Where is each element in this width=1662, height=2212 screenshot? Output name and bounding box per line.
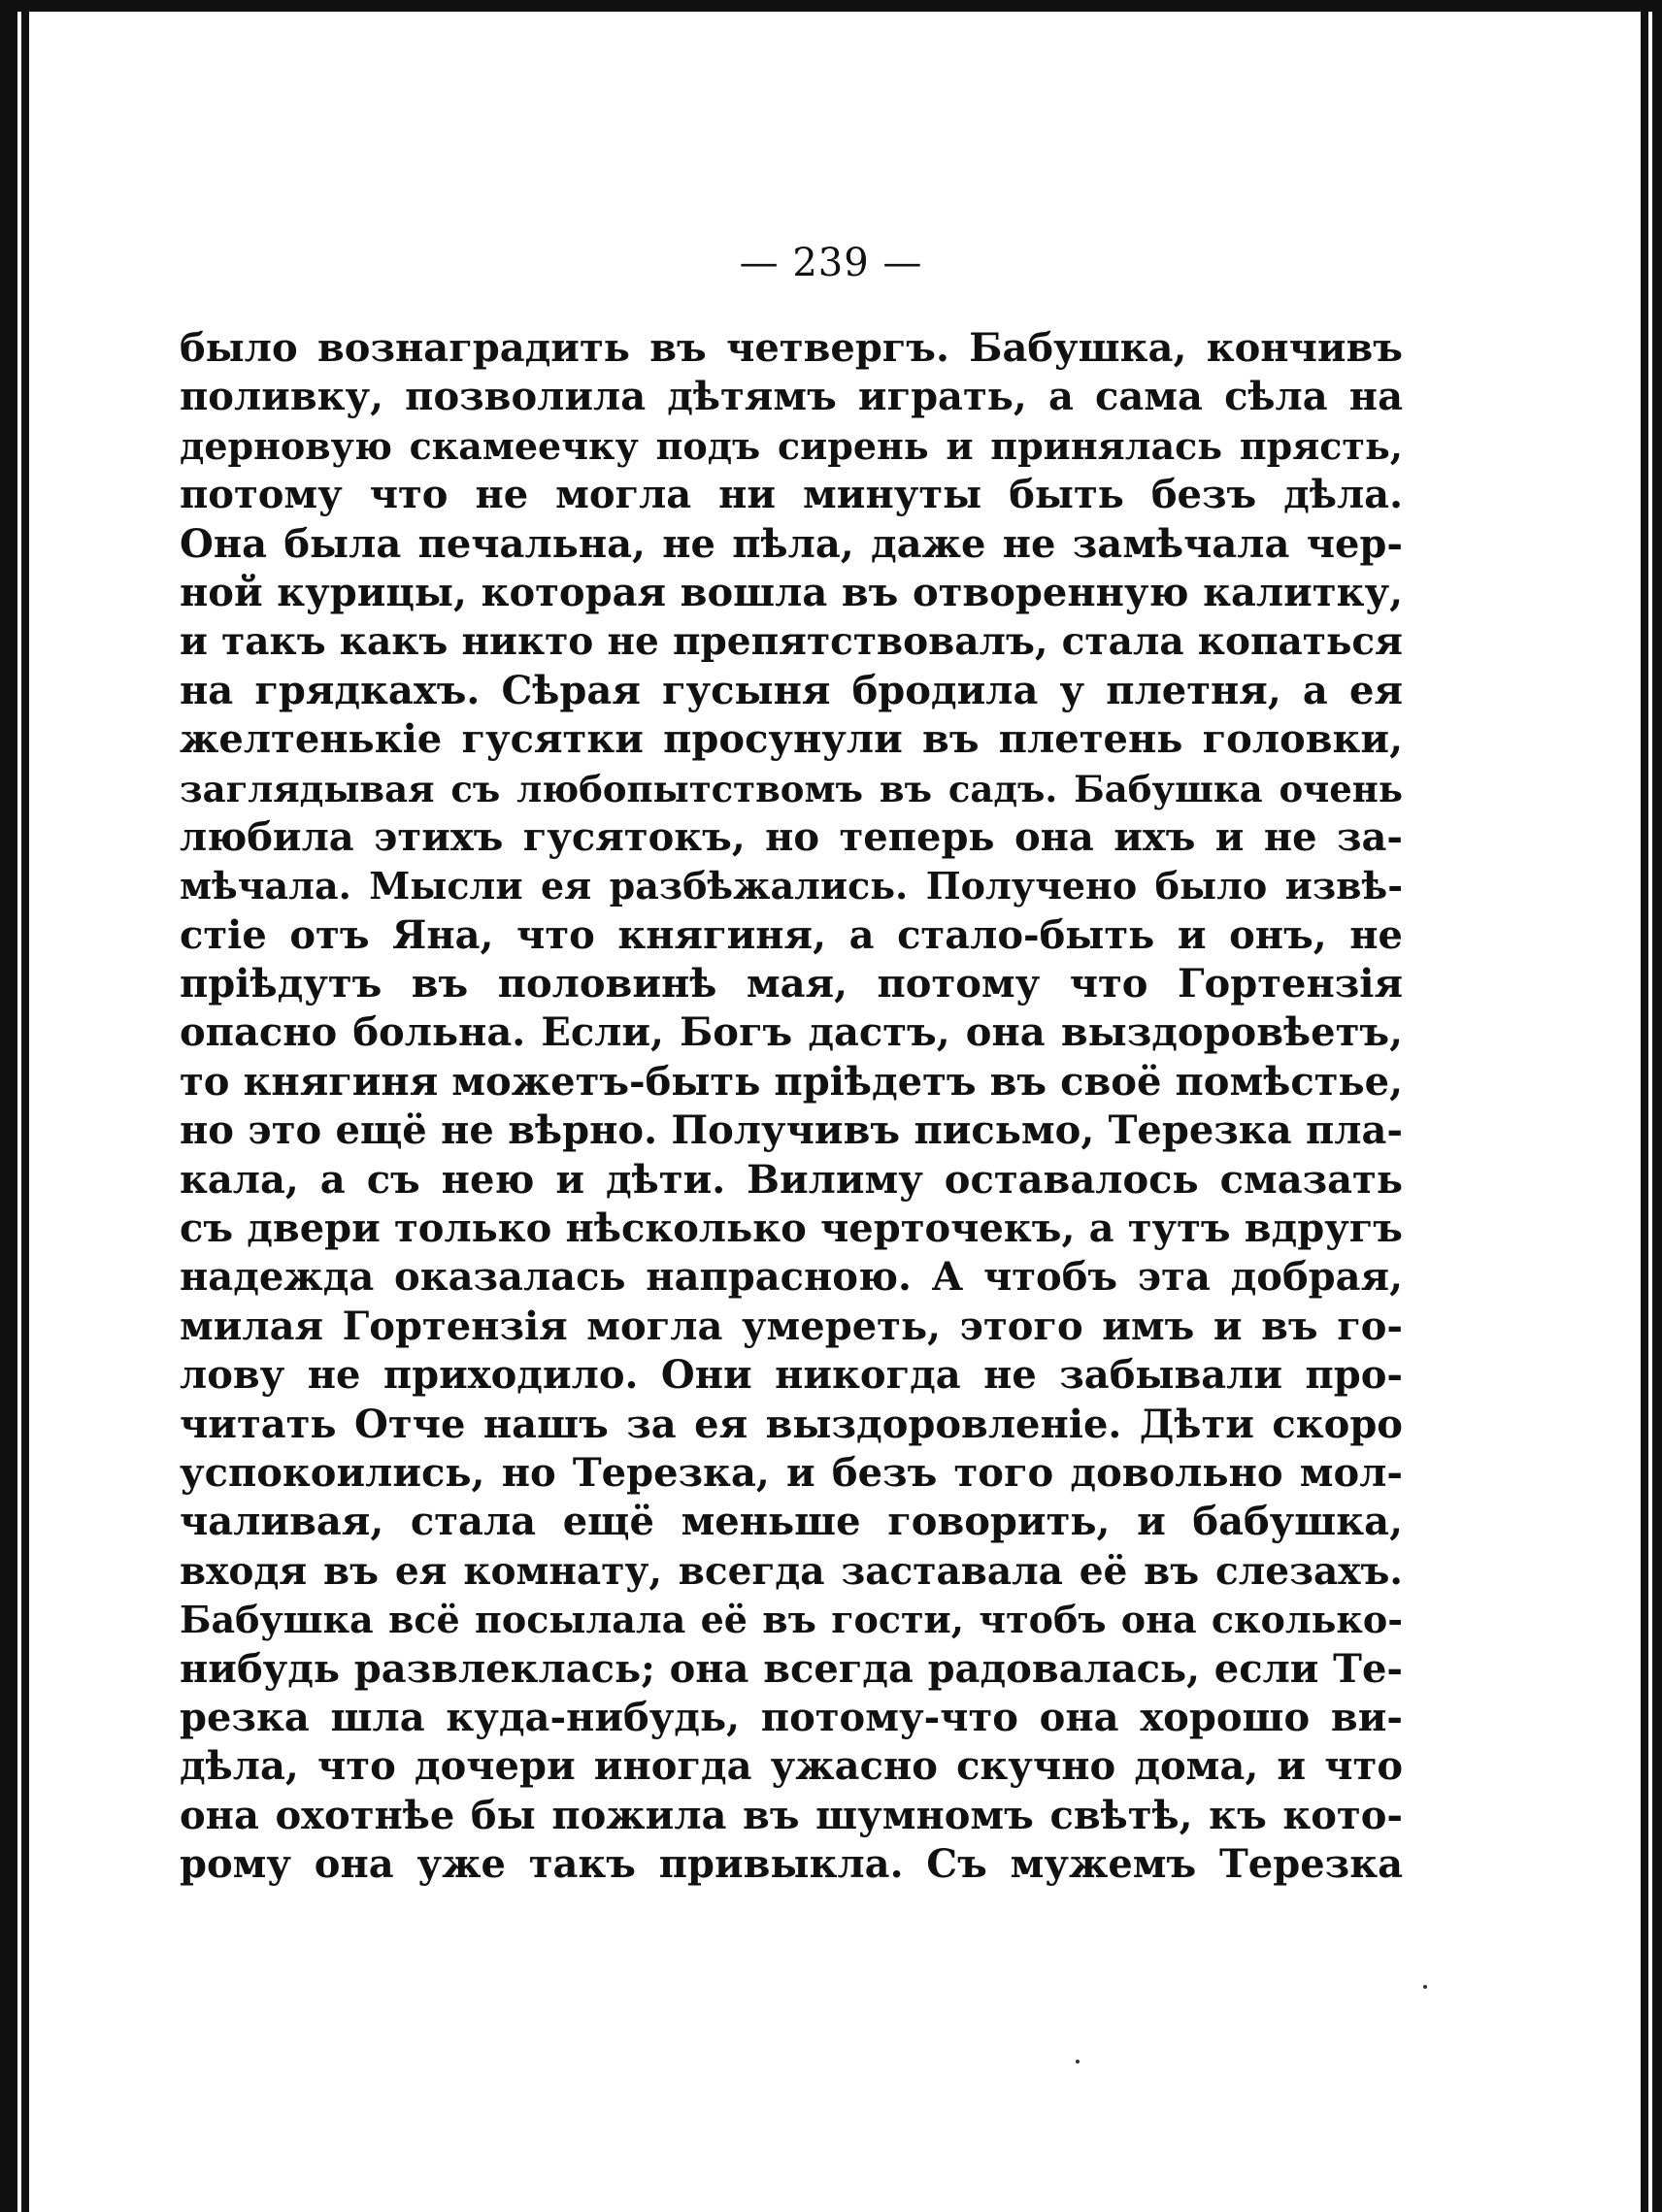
text-line: любила этихъ гусятокъ, но теперь она ихъ и не за- bbox=[180, 813, 1403, 860]
text-line: входя въ ея комнату, всегда заставала её въ слезахъ. bbox=[180, 1548, 1403, 1594]
text-line: успокоились, но Терезка, и безъ того довольно мол- bbox=[180, 1449, 1403, 1496]
text-line: читать Отче нашъ за ея выздоровленіе. Дѣти скоро bbox=[180, 1401, 1403, 1447]
text-line: потому что не могла ни минуты быть безъ дѣла. bbox=[180, 472, 1403, 518]
text-line: милая Гортензія могла умереть, этого имъ и въ го- bbox=[180, 1303, 1403, 1349]
text-line: кала, а съ нею и дѣти. Вилиму оставалось смазать bbox=[180, 1156, 1403, 1203]
text-line: нибудь развлеклась; она всегда радовалась, если Те- bbox=[180, 1645, 1403, 1692]
text-line: и такъ какъ никто не препятствовалъ, стала копаться bbox=[180, 619, 1403, 665]
scan-border-left-gap bbox=[17, 12, 21, 2212]
text-line: было вознаградить въ четвергъ. Бабушка, кончивъ bbox=[180, 325, 1403, 371]
text-line: рому она уже такъ привыкла. Съ мужемъ Терезка bbox=[180, 1841, 1403, 1888]
scan-border-top bbox=[0, 0, 1662, 12]
text-line: но это ещё не вѣрно. Получивъ письмо, Терезка пла- bbox=[180, 1107, 1403, 1154]
scan-border-left bbox=[0, 0, 29, 2212]
text-line: ной курицы, которая вошла въ отворенную калитку, bbox=[180, 569, 1403, 615]
text-line: Бабушка всё посылала её въ гости, чтобъ она сколько- bbox=[180, 1598, 1403, 1642]
text-line: дѣла, что дочери иногда ужасно скучно дома, и что bbox=[180, 1743, 1403, 1790]
scan-border-right-gap bbox=[1648, 12, 1652, 2212]
text-line: надежда оказалась напрасною. А чтобъ эта добрая, bbox=[180, 1254, 1403, 1301]
text-line: стіе отъ Яна, что княгиня, а стало-быть и онъ, не bbox=[180, 911, 1403, 958]
text-line: дерновую скамеечку подъ сирень и принялась прясть, bbox=[180, 423, 1403, 468]
text-line: съ двери только нѣсколько черточекъ, а тутъ вдругъ bbox=[180, 1205, 1403, 1252]
text-line: желтенькіе гусятки просунули въ плетень головки, bbox=[180, 716, 1403, 763]
page-number: — 239 — bbox=[739, 241, 923, 285]
text-line: то княгиня можетъ-быть пріѣдетъ въ своё помѣстье, bbox=[180, 1058, 1403, 1105]
text-line: опасно больна. Если, Богъ дастъ, она выздоровѣетъ, bbox=[180, 1009, 1403, 1056]
text-line: мѣчала. Мысли ея разбѣжались. Получено было извѣ- bbox=[180, 864, 1403, 908]
text-line: пріѣдутъ въ половинѣ мая, потому что Гортензія bbox=[180, 961, 1403, 1007]
text-line: Она была печальна, не пѣла, даже не замѣчала чер- bbox=[180, 520, 1403, 567]
text-line: чаливая, стала ещё меньше говорить, и бабушка, bbox=[180, 1499, 1403, 1545]
scan-speck bbox=[1423, 1985, 1427, 1989]
text-line: на грядкахъ. Сѣрая гусыня бродила у плетня, а ея bbox=[180, 667, 1403, 713]
text-line: она охотнѣе бы пожила въ шумномъ свѣтѣ, къ кото- bbox=[180, 1792, 1403, 1838]
scan-speck bbox=[1076, 2060, 1080, 2063]
text-line: резка шла куда-нибудь, потому-что она хорошо ви- bbox=[180, 1694, 1403, 1740]
body-text bbox=[180, 324, 1403, 1890]
text-line: поливку, позволила дѣтямъ играть, а сама сѣла на bbox=[180, 374, 1403, 420]
text-line: заглядывая съ любопытствомъ въ садъ. Бабушка очень bbox=[180, 767, 1403, 810]
text-line: лову не приходило. Они никогда не забывали про- bbox=[180, 1352, 1403, 1399]
